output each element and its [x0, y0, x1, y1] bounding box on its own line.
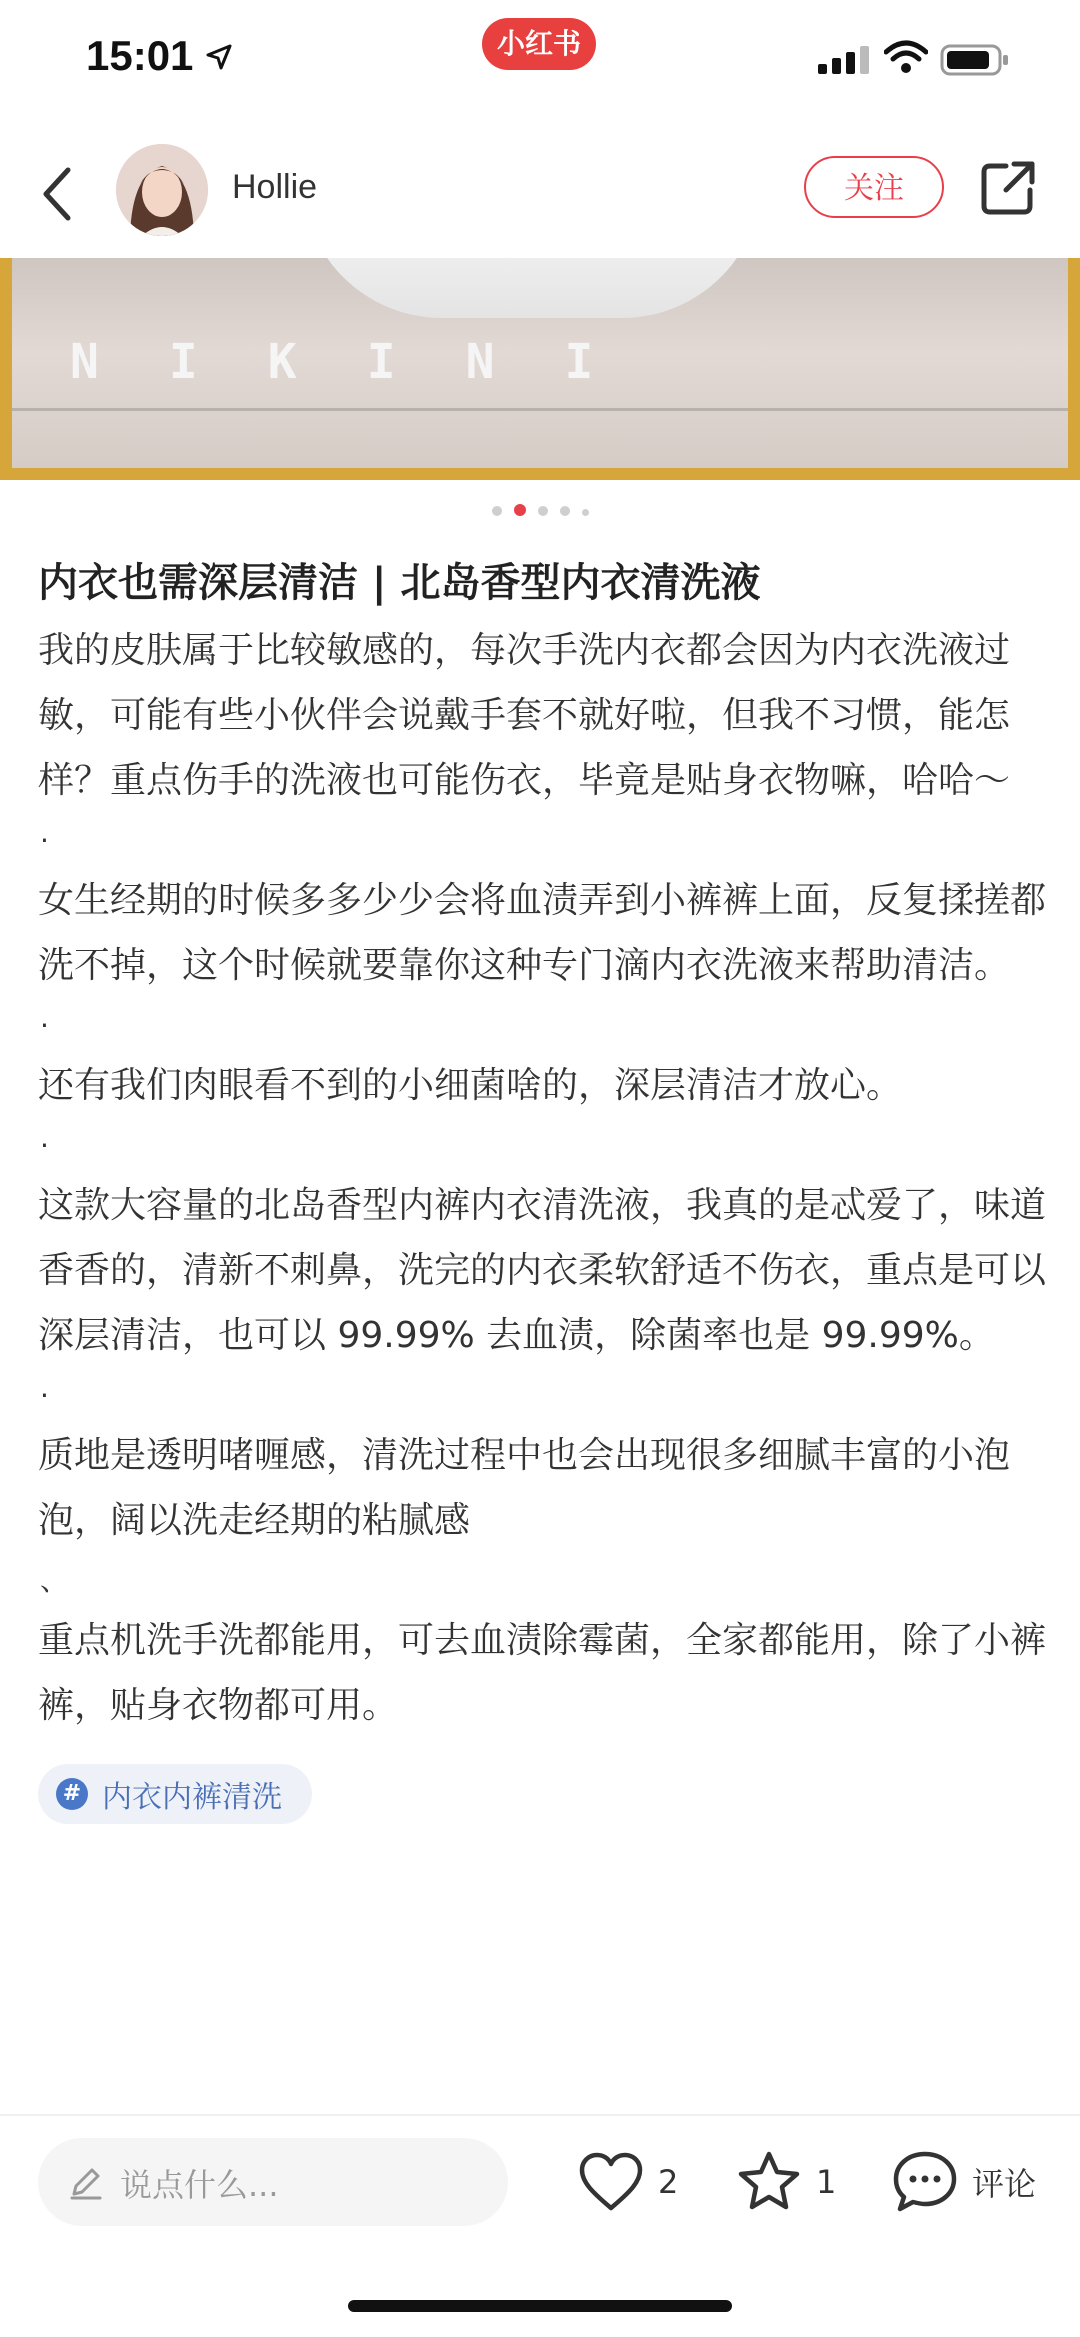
- status-bar: [0, 0, 1080, 130]
- battery-icon: [940, 44, 1010, 76]
- pencil-icon: [68, 2164, 104, 2200]
- back-icon[interactable]: [38, 164, 78, 224]
- username[interactable]: Hollie: [232, 168, 318, 206]
- paragraph-separator: 、: [40, 1564, 69, 1597]
- topic-tag[interactable]: [38, 1764, 312, 1824]
- comment-icon: [892, 2150, 958, 2214]
- post-header: [0, 130, 1080, 258]
- post-paragraph: 这款大容量的北岛香型内裤内衣清洗液，我真的是忒爱了，味道香香的，清新不刺鼻，洗完的内衣柔软舒适不伤衣，重点是可以深层清洁，也可以 99.99% 去血渍，除菌率也是 99.99%。: [38, 1185, 1047, 1356]
- wifi-icon: [884, 40, 928, 74]
- location-arrow-icon: [206, 44, 232, 70]
- comment-button[interactable]: [892, 2146, 1036, 2218]
- post-paragraph: 女生经期的时候多多少少会将血渍弄到小裤裤上面，反复揉搓都洗不掉，这个时候就要靠你这种专门滴内衣洗液来帮助清洁。: [38, 880, 1047, 986]
- comment-input[interactable]: [38, 2138, 508, 2226]
- status-time: 15:01: [86, 32, 194, 79]
- post-image-carousel[interactable]: [0, 258, 1080, 480]
- share-icon[interactable]: [978, 158, 1038, 218]
- carousel-dot: [492, 506, 502, 516]
- post-paragraph: 重点机洗手洗都能用，可去血渍除霉菌，全家都能用，除了小裤裤，贴身衣物都可用。: [38, 1620, 1047, 1726]
- carousel-dot: [560, 506, 570, 516]
- paragraph-separator: ·: [40, 1009, 49, 1042]
- carousel-dot: [582, 509, 589, 516]
- collect-count: 1: [816, 2163, 837, 2201]
- follow-button[interactable]: 关注: [804, 156, 944, 218]
- star-icon: [736, 2150, 802, 2214]
- paragraph-separator: ·: [40, 1379, 49, 1412]
- carousel-dot-active: [514, 504, 526, 516]
- post-paragraph: 质地是透明啫喱感，清洗过程中也会出现很多细腻丰富的小泡泡，阔以洗走经期的粘腻感: [38, 1435, 1011, 1541]
- avatar-image: [116, 144, 208, 236]
- heart-icon: [578, 2152, 644, 2212]
- brand-watermark: NIKINI: [70, 334, 664, 390]
- post-content: [38, 548, 1048, 1824]
- like-button[interactable]: [578, 2146, 678, 2218]
- carousel-indicator: [0, 504, 1080, 516]
- signal-icon: [818, 46, 874, 76]
- comment-label: 评论: [972, 2165, 1037, 2203]
- post-title: 内衣也需深层清洁 | 北岛香型内衣清洗液: [38, 560, 761, 606]
- topic-tag-label: 内衣内裤清洗: [102, 1780, 282, 1815]
- paragraph-separator: ·: [40, 1129, 49, 1162]
- product-bowl-shape: [302, 258, 762, 318]
- post-image: [12, 258, 1068, 468]
- collect-button[interactable]: [736, 2146, 836, 2218]
- comment-placeholder: 说点什么...: [120, 2166, 279, 2204]
- paragraph-separator: ·: [40, 824, 49, 857]
- home-indicator[interactable]: [348, 2300, 732, 2312]
- like-count: 2: [658, 2163, 679, 2201]
- app-badge: 小红书: [482, 18, 596, 70]
- post-paragraph: 我的皮肤属于比较敏感的，每次手洗内衣都会因为内衣洗液过敏，可能有些小伙伴会说戴手套不就好啦，但我不习惯，能怎样？重点伤手的洗液也可能伤衣，毕竟是贴身衣物嘛，哈哈～: [38, 630, 1011, 801]
- surface-edge: [12, 408, 1068, 411]
- avatar[interactable]: [116, 144, 208, 236]
- carousel-dot: [538, 506, 548, 516]
- hashtag-icon: #: [56, 1778, 88, 1810]
- bottom-divider: [0, 2114, 1080, 2116]
- post-paragraph: 还有我们肉眼看不到的小细菌啥的，深层清洁才放心。: [38, 1065, 903, 1106]
